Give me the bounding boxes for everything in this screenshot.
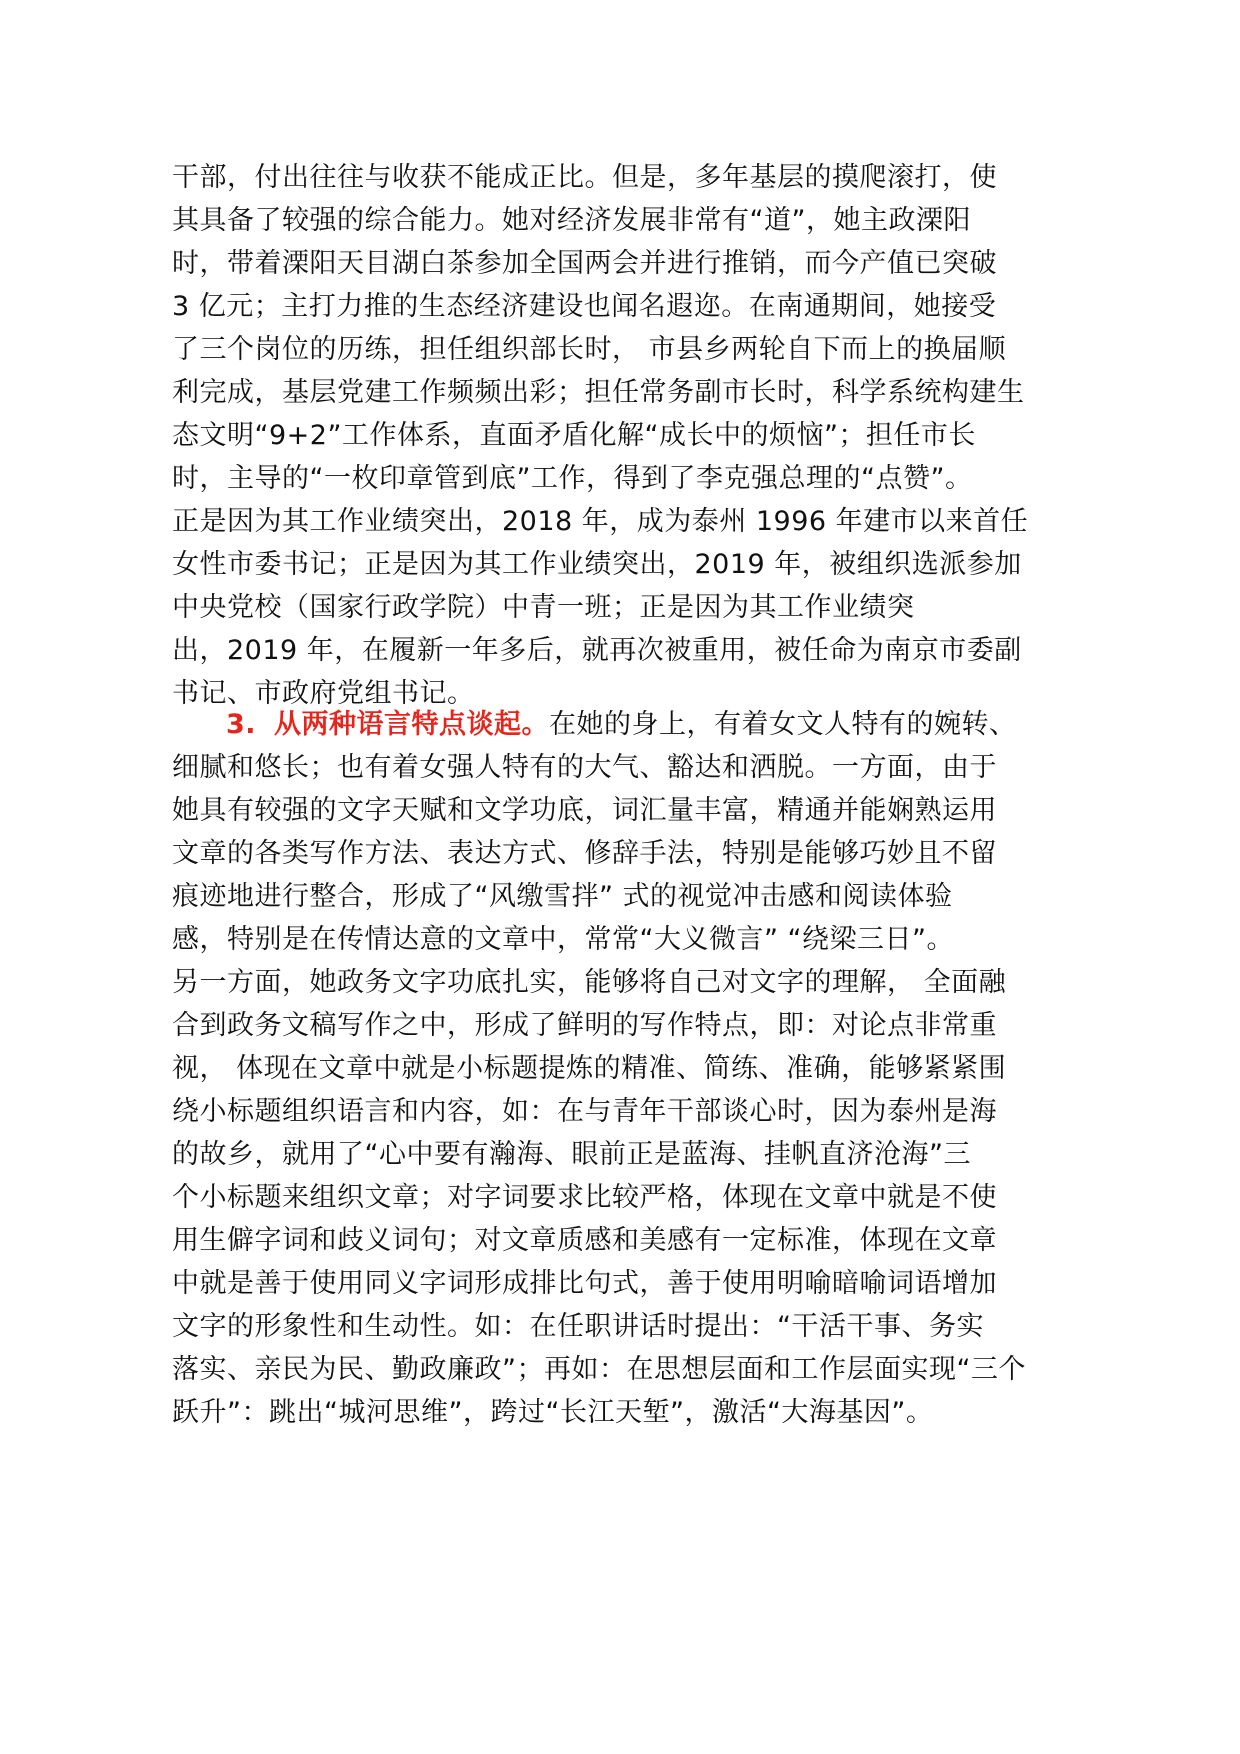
paragraph-language-features [172,703,1072,1434]
text-line: 合到政务文稿写作之中，形成了鲜明的写作特点，即：对论点非常重 [172,1010,997,1041]
text-line: 时，带着溧阳天目湖白茶参加全国两会并进行推销，而今产值已突破 [172,248,997,279]
text-line: 的故乡，就用了“心中要有瀚海、眼前正是蓝海、挂帆直济沧海”三 [172,1139,971,1170]
text-line: 绕小标题组织语言和内容，如：在与青年干部谈心时，因为泰州是海 [172,1096,997,1127]
text-line: 中央党校（国家行政学院）中青一班；正是因为其工作业绩突 [172,592,915,623]
text-line: 文章的各类写作方法、表达方式、修辞手法，特别是能够巧妙且不留 [172,838,997,869]
text-line: 中就是善于使用同义字词形成排比句式，善于使用明喻暗喻词语增加 [172,1268,997,1299]
text-line: 文字的形象性和生动性。如：在任职讲话时提出：“干活干事、务实 [172,1311,984,1342]
section-heading-line [172,703,1072,746]
text-line: 个小标题来组织文章；对字词要求比较严格，体现在文章中就是不使 [172,1182,997,1213]
section-heading: 从两种语言特点谈起。 [274,709,550,740]
text-line: 跃升”：跳出“城河思维”，跨过“长江天堑”，激活“大海基因”。 [172,1397,934,1428]
text-line: 了三个岗位的历练，担任组织部长时， 市县乡两轮自下而上的换届顺 [172,334,1007,365]
text-line: 干部，付出往往与收获不能成正比。但是，多年基层的摸爬滚打，使 [172,162,997,193]
text-line: 用生僻字词和歧义词句；对文章质感和美感有一定标准，体现在文章 [172,1225,997,1256]
text-line: 书记、市政府党组书记。 [172,678,475,709]
text-line: 痕迹地进行整合，形成了“风缴雪拌” 式的视觉冲击感和阅读体验 [172,881,953,912]
text-line: 出，2019 年，在履新一年多后，就再次被重用，被任命为南京市委副 [172,635,1022,666]
text-line: 3 亿元；主打力推的生态经济建设也闻名遐迩。在南通期间，她接受 [172,291,997,322]
text-line: 另一方面，她政务文字功底扎实，能够将自己对文字的理解， 全面融 [172,967,1007,998]
paragraph-career [172,156,1072,715]
text-line: 视， 体现在文章中就是小标题提炼的精准、简练、准确，能够紧紧围 [172,1053,1007,1084]
text-line: 正是因为其工作业绩突出，2018 年，成为泰州 1996 年建市以来首任 [172,506,1029,537]
section-number: 3. [226,709,257,740]
text-line: 其具备了较强的综合能力。她对经济发展非常有“道”，她主政溧阳 [172,205,971,236]
text-line: 落实、亲民为民、勤政廉政”；再如：在思想层面和工作层面实现“三个 [172,1354,1026,1385]
text-line: 时，主导的“一枚印章管到底”工作，得到了李克强总理的“点赞”。 [172,463,973,494]
text-line: 细腻和悠长；也有着女强人特有的大气、豁达和洒脱。一方面，由于 [172,752,997,783]
text-line: 感，特别是在传情达意的文章中，常常“大义微言” “绕梁三日”。 [172,924,955,955]
text-line: 女性市委书记；正是因为其工作业绩突出，2019 年，被组织选派参加 [172,549,1022,580]
text-line: 她具有较强的文字天赋和文学功底，词汇量丰富，精通并能娴熟运用 [172,795,997,826]
text-line: 利完成，基层党建工作频频出彩；担任常务副市长时，科学系统构建生 [172,377,1025,408]
text-line: 态文明“9+2”工作体系，直面矛盾化解“成长中的烦恼”；担任市长 [172,420,976,451]
heading-line-text: 在她的身上，有着女文人特有的婉转、 [549,709,1017,740]
